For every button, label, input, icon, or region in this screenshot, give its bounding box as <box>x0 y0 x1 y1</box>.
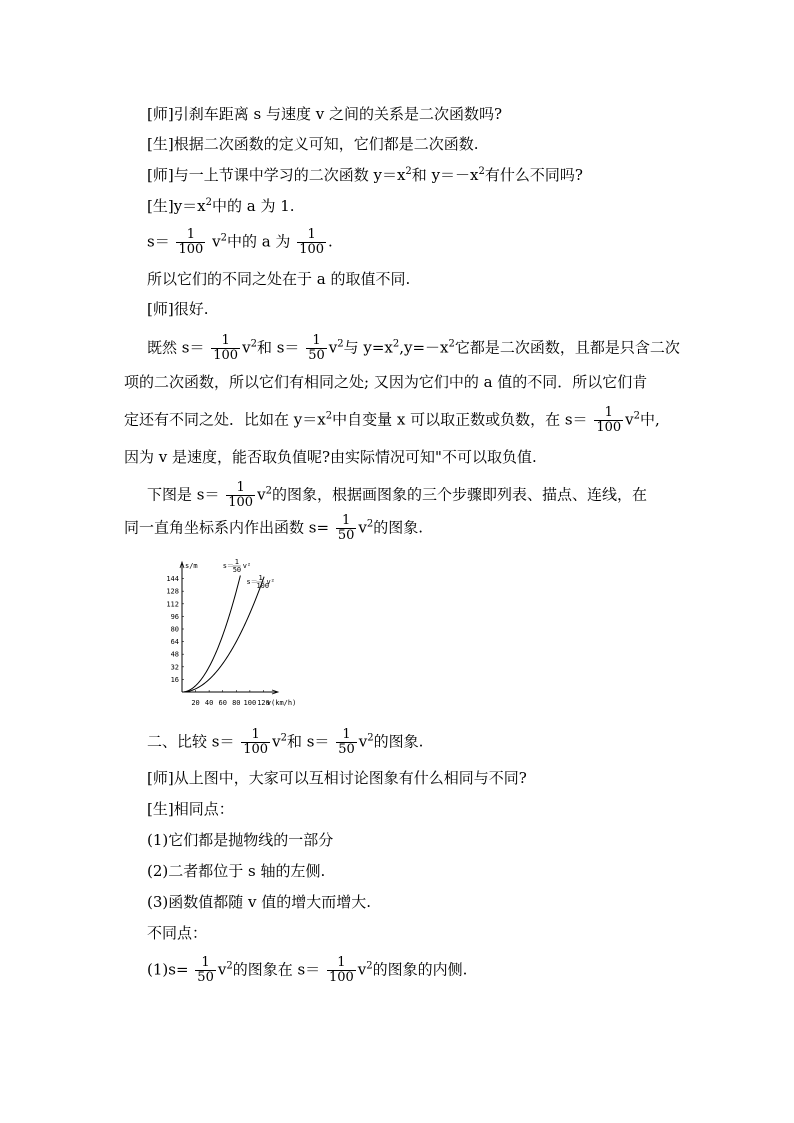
text-line: [生]根据二次函数的定义可知，它们都是二次函数. <box>147 135 479 153</box>
text-line: 二、比较 s＝ $\frac{1}{100}$ $v^2$和 s＝ $\frac{1}{50}$ $v^2$的图象. <box>147 727 424 757</box>
series-label-denominator: 50 <box>232 566 242 574</box>
series-line-1 <box>182 576 240 692</box>
y-tick-label: 96 <box>170 612 179 621</box>
series-label-variable: v² <box>266 578 275 586</box>
text-line: 所以它们的不同之处在于 a 的取值不同. <box>147 270 411 288</box>
text-line: [生]$y=x^2$中的 a 为 1. <box>147 197 295 215</box>
text-line: (1)它们都是抛物线的一部分 <box>147 831 334 849</box>
text-line: [生]相同点： <box>147 800 234 818</box>
fraction: $\frac{1}{50}$ <box>308 333 325 363</box>
text-line: [师]与一上节课中学习的二次函数 $y=x^2$和 $y=-x^2$有什么不同吗? <box>147 166 583 184</box>
y-tick-label: 112 <box>166 600 179 609</box>
x-tick-label: 120 <box>257 699 270 707</box>
text-line: [师]从上图中，大家可以互相讨论图象有什么相同与不同? <box>147 769 527 787</box>
text-line: 同一直角坐标系内作出函数 s= $\frac{1}{50}$ $v^2$的图象. <box>124 513 424 543</box>
x-axis-label: v(km/h) <box>266 699 297 707</box>
text-line: (2)二者都位于 s 轴的左侧. <box>147 862 326 880</box>
fraction: $\frac{1}{100}$ <box>213 333 239 363</box>
series-label-variable: v² <box>242 562 252 570</box>
series-label-1 <box>223 558 251 574</box>
fraction: $\frac{1}{100}$ <box>596 405 622 435</box>
text-line: 定还有不同之处．比如在 $y=x^2$中自变量 x 可以取正数或负数，在 s＝ $\frac{1}{100}$ $v^2$中, <box>124 405 660 435</box>
y-tick-label: 80 <box>170 625 179 634</box>
x-tick-label: 80 <box>232 699 241 707</box>
x-tick-label: 100 <box>243 699 257 707</box>
fraction: $\frac{1}{50}$ <box>197 955 214 985</box>
series-label-denominator: 100 <box>256 582 270 590</box>
text-line: 因为 v 是速度，能否取负值呢?由实际情况可知"不可以取负值. <box>124 448 537 466</box>
series-label-prefix: s＝ <box>246 578 258 586</box>
y-tick-label: 48 <box>170 650 179 659</box>
y-tick-label: 32 <box>170 663 179 672</box>
fraction: $\frac{1}{100}$ <box>178 227 204 257</box>
fraction: $\frac{1}{100}$ <box>243 727 269 757</box>
series-label-prefix: s＝ <box>222 562 234 570</box>
fraction: $\frac{1}{50}$ <box>338 727 355 757</box>
text-line: s＝ $\frac{1}{100}$ $v^2$中的 a 为 $\frac{1}{100}$ . <box>147 227 333 257</box>
fraction: $\frac{1}{100}$ <box>299 227 325 257</box>
series-label-numerator: 1 <box>258 574 263 582</box>
y-tick-label: 64 <box>170 638 179 647</box>
text-line: [师]很好. <box>147 300 209 318</box>
fraction: $\frac{1}{100}$ <box>228 480 254 510</box>
series-label-numerator: 1 <box>234 558 239 566</box>
text-line: (3)函数值都随 v 值的增大而增大. <box>147 893 372 911</box>
fraction: $\frac{1}{100}$ <box>328 955 354 985</box>
series-label-2 <box>246 574 274 590</box>
text-line: 下图是 s＝ $\frac{1}{100}$ $v^2$的图象，根据画图象的三个步骤即列表、描点、连线，在 <box>147 480 647 510</box>
fraction: $\frac{1}{50}$ <box>337 513 355 543</box>
text-line: [师]引刹车距离 s 与速度 v 之间的关系是二次函数吗? <box>147 105 502 123</box>
y-tick-label: 16 <box>170 675 179 684</box>
x-tick-label: 60 <box>218 699 227 707</box>
y-tick-label: 128 <box>166 587 179 596</box>
text-line: 项的二次函数，所以它们有相同之处; 又因为它们中的 a 值的不同．所以它们肯 <box>124 373 648 391</box>
x-tick-label: 40 <box>204 699 214 707</box>
y-tick-label: 144 <box>166 575 179 584</box>
y-axis-label: s/m <box>185 562 198 570</box>
text-line: 不同点： <box>147 924 208 942</box>
text-line: 既然 s＝ $\frac{1}{100}$ $v^2$和 s＝ $\frac{1}{50}$ $v^2$与 $y=x^2,y=-x^2$它都是二次函数，且都是只含二次 <box>147 333 680 363</box>
text-line: (1)s= $\frac{1}{50}$ $v^2$的图象在 s＝ $\frac{1}{100}$ $v^2$的图象的内侧. <box>147 955 468 985</box>
x-tick-label: 20 <box>191 699 200 707</box>
parabola-chart <box>160 556 297 716</box>
